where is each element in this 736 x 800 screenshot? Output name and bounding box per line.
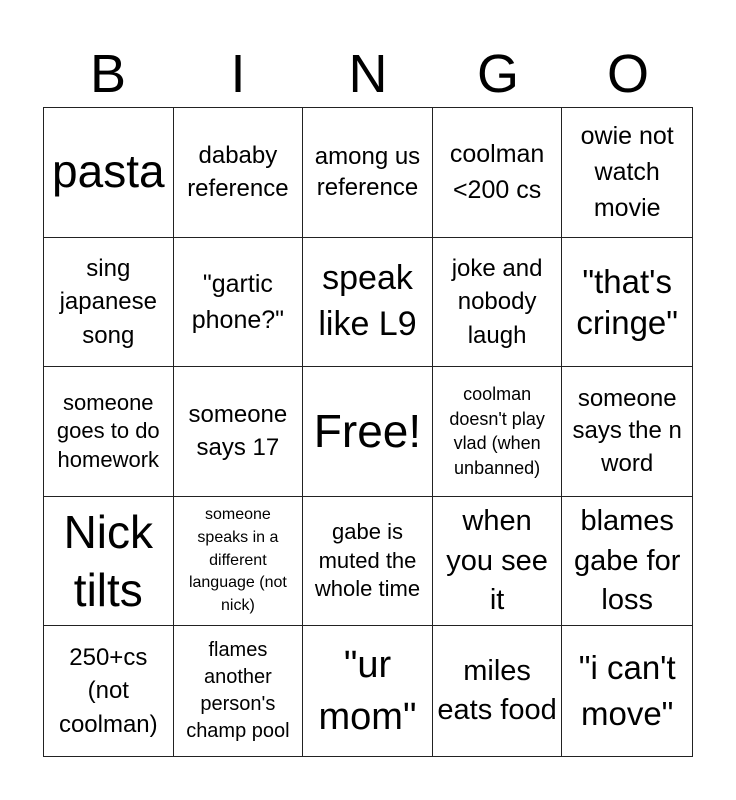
header-letter-g: G <box>476 44 519 104</box>
bingo-board <box>43 107 693 757</box>
bingo-cell[interactable]: among us reference <box>303 108 433 238</box>
bingo-cell[interactable]: "i can't move" <box>578 649 676 733</box>
bingo-cell[interactable]: flames another person's champ pool <box>174 626 304 756</box>
bingo-cell[interactable]: when you see it <box>433 497 563 627</box>
bingo-cell[interactable]: Free! <box>303 367 433 497</box>
bingo-cell[interactable]: pasta <box>44 108 174 238</box>
header-letter-o: O <box>606 44 649 104</box>
bingo-header <box>43 40 693 108</box>
bingo-cell[interactable]: someone says 17 <box>174 367 304 497</box>
bingo-cell[interactable]: gabe is muted the whole time <box>303 497 433 627</box>
bingo-cell[interactable]: 250+cs (not coolman) <box>44 626 174 756</box>
bingo-cell[interactable]: miles eats food <box>433 626 563 756</box>
bingo-cell[interactable]: joke and nobody laugh <box>433 238 563 368</box>
bingo-cell[interactable]: someone says the n word <box>562 367 692 497</box>
bingo-cell[interactable]: coolman <200 cs <box>433 108 563 238</box>
bingo-cell[interactable]: "ur mom" <box>303 626 433 756</box>
bingo-cell[interactable]: "that's cringe" <box>562 238 692 368</box>
bingo-cell[interactable]: coolman doesn't play vlad (when unbanned) <box>433 367 563 497</box>
header-letter-n: N <box>348 44 388 104</box>
bingo-cell[interactable]: someone goes to do homework <box>44 367 174 497</box>
bingo-cell[interactable]: speak like L9 <box>303 238 433 368</box>
bingo-cell[interactable]: blames gabe for loss <box>562 497 692 627</box>
bingo-cell[interactable]: "gartic phone?" <box>174 238 304 368</box>
bingo-cell[interactable]: sing japanese song <box>44 238 174 368</box>
bingo-cell[interactable]: someone speaks in a different language (not nick) <box>174 497 304 627</box>
bingo-cell[interactable]: Nick tilts <box>44 497 174 627</box>
bingo-cell[interactable]: dababy reference <box>174 108 304 238</box>
header-letter-i: I <box>230 44 246 104</box>
bingo-cell[interactable]: owie not watch movie <box>562 108 692 238</box>
header-letter-b: B <box>89 44 127 104</box>
